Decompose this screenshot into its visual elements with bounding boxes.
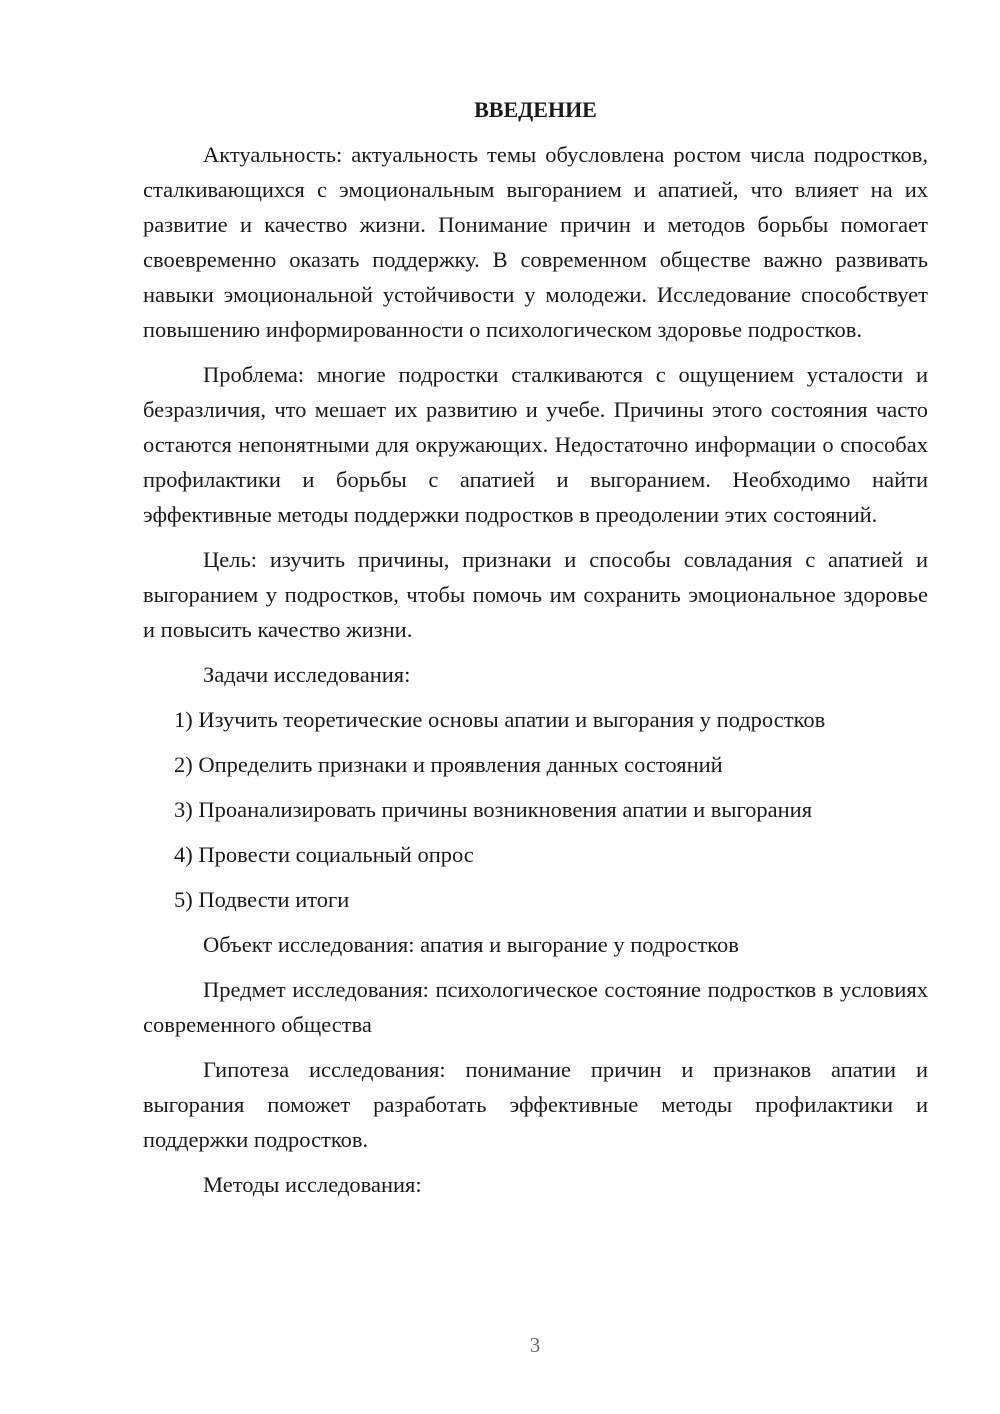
- document-body: [143, 92, 928, 1212]
- paragraph-object: Объект исследования: апатия и выгорание у подростков: [203, 932, 739, 957]
- task-item: 3) Проанализировать причины возникновения апатии и выгорания: [174, 797, 813, 822]
- task-item: 2) Определить признаки и проявления данных состояний: [174, 752, 723, 777]
- section-heading: ВВЕДЕНИЕ: [474, 97, 597, 122]
- paragraph-hypothesis: Гипотеза исследования: понимание причин и признаков апатии и выгорания поможет разработать эффективные методы профилактики и поддержки подростков.: [143, 1057, 928, 1152]
- paragraph-goal: Цель: изучить причины, признаки и способы совладания с апатией и выгоранием у подростков, чтобы помочь им сохранить эмоциональное здоровье и повысить качество жизни.: [143, 547, 928, 642]
- paragraph-relevance: Актуальность: актуальность темы обусловлена ростом числа подростков, сталкивающихся с эмоциональным выгоранием и апатией, что влияет на их развитие и качество жизни. Понимание причин и методов борьбы помогает своевременно оказать поддержку. В современном обществе важно развивать навыки эмоциональной устойчивости у молодежи. Исследование способствует повышению информированности о психологическом здоровье подростков.: [143, 142, 928, 342]
- paragraph-subject: Предмет исследования: психологическое состояние подростков в условиях современного общества: [143, 977, 928, 1037]
- task-item: 4) Провести социальный опрос: [174, 842, 474, 867]
- tasks-title: Задачи исследования:: [203, 662, 411, 687]
- methods-title: Методы исследования:: [203, 1172, 422, 1197]
- paragraph-problem: Проблема: многие подростки сталкиваются с ощущением усталости и безразличия, что мешает их развитию и учебе. Причины этого состояния часто остаются непонятными для окружающих. Недостаточно информации о способах профилактики и борьбы с апатией и выгоранием. Необходимо найти эффективные методы поддержки подростков в преодолении этих состояний.: [143, 362, 928, 527]
- task-item: 1) Изучить теоретические основы апатии и выгорания у подростков: [174, 707, 826, 732]
- task-item: 5) Подвести итоги: [174, 887, 350, 912]
- page-number: 3: [529, 1333, 541, 1357]
